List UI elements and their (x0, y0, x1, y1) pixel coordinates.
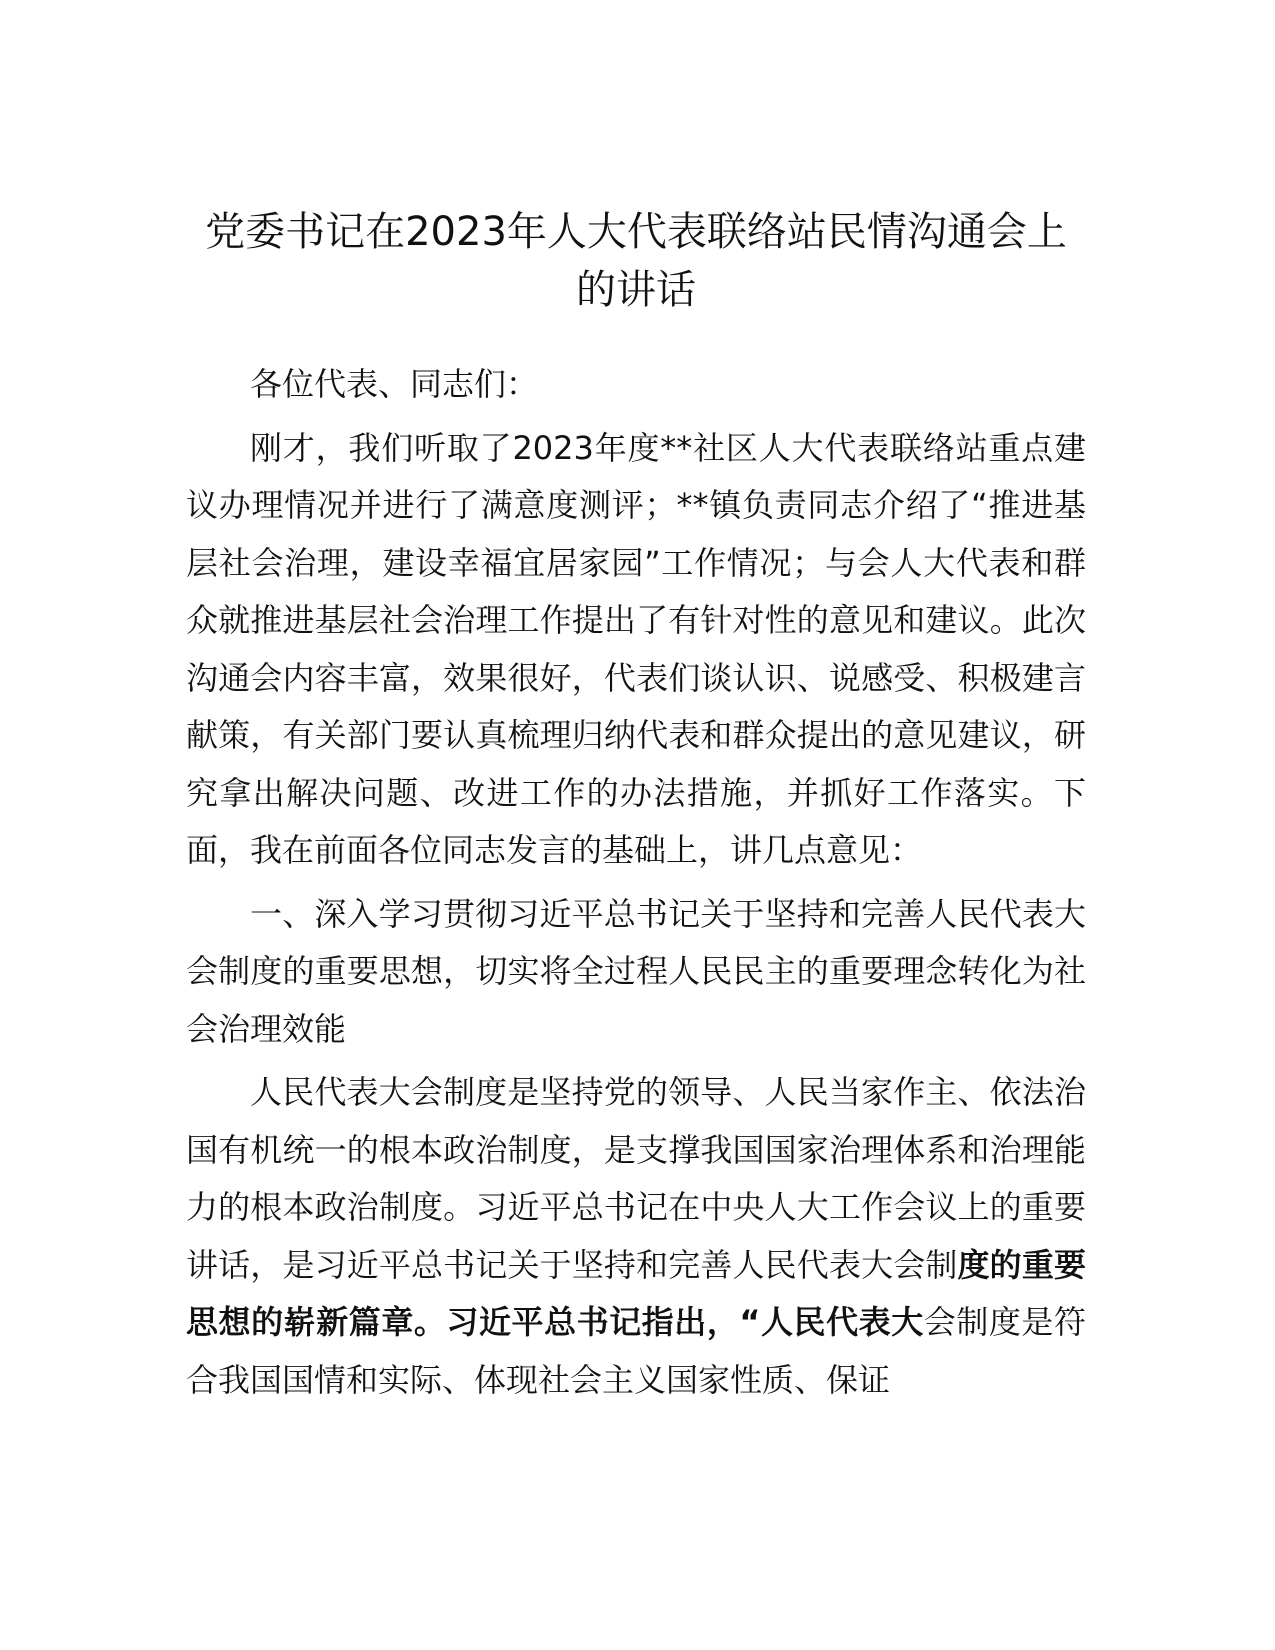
section-paragraph-text: 人民代表大会制度是坚持党的领导、人民当家作主、依法治国有机统一的根本政治制度，是支撑我国国家治理体系和治理能力的根本政治制度。习近平总书记在中央人大工作会议上的重要讲话，是习近平总书记关于坚持和完善人民代表大会制 (186, 1073, 1086, 1284)
document-title: 党委书记在2023年人大代表联络站民情沟通会上的讲话 (205, 209, 1067, 313)
section-heading: 一、深入学习贯彻习近平总书记关于坚持和完善人民代表大会制度的重要思想，切实将全过程人民民主的重要理念转化为社会治理效能 (186, 894, 1086, 1048)
section-paragraph-continuation: 会制度是符合我国国情和实际、体现社会主义国家性质、保证 (186, 1303, 1086, 1399)
intro-paragraph: 刚才，我们听取了2023年度**社区人大代表联络站重点建议办理情况并进行了满意度测评；**镇负责同志介绍了“推进基层社会治理，建设幸福宜居家园”工作情况；与会人大代表和群众就推进基层社会治理工作提出了有针对性的意见和建议。此次沟通会内容丰富，效果很好，代表们谈认识、说感受、积极建言献策，有关部门要认真梳理归纳代表和群众提出的意见建议，研究拿出解决问题、改进工作的办法措施，并抓好工作落实。下面，我在前面各位同志发言的基础上，讲几点意见： (186, 428, 1086, 869)
section-paragraph (186, 1064, 1086, 1409)
document-body (186, 356, 1086, 1409)
salutation-paragraph: 各位代表、同志们： (250, 365, 539, 403)
section-paragraph-emphasis: 度的重要思想的崭新篇章。习近平总书记指出，“人民代表大 (186, 1245, 1086, 1341)
